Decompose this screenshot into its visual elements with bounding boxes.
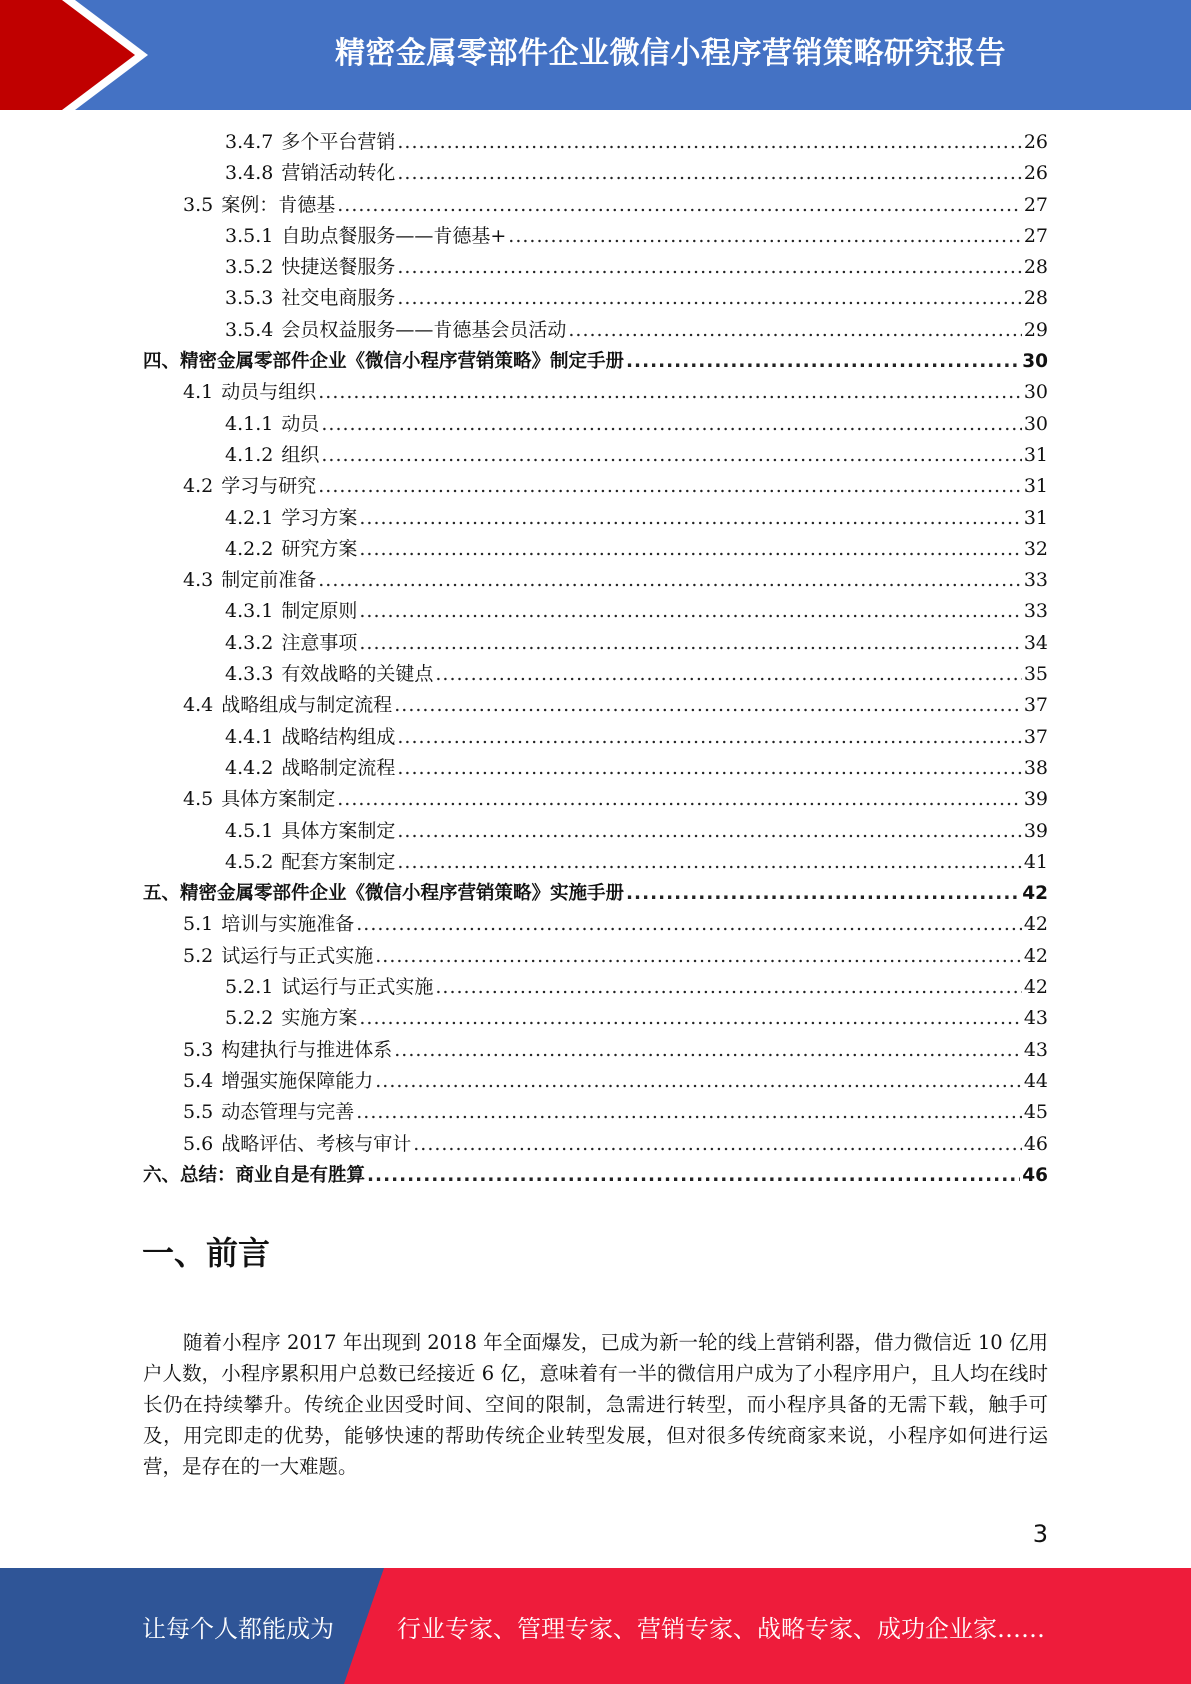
toc-entry-title: 多个平台营销 <box>281 131 396 153</box>
toc-entry-title: 试运行与正式实施 <box>281 976 434 999</box>
toc-entry-page: 34 <box>1023 631 1048 654</box>
toc-entry-title: 动员 <box>281 412 320 435</box>
toc-entry[interactable] <box>143 1003 1048 1034</box>
toc-entry-page: 41 <box>1023 850 1048 873</box>
toc-entry-number: 5.4 <box>183 1069 214 1092</box>
toc-dot-leader <box>397 127 1021 158</box>
toc-entry-page: 30 <box>1023 381 1048 404</box>
toc-entry-page: 37 <box>1023 725 1048 748</box>
toc-entry-number: 3.5.3 <box>225 287 274 310</box>
toc-entry-page: 28 <box>1023 287 1048 310</box>
toc-entry[interactable] <box>143 753 1048 784</box>
toc-entry[interactable] <box>143 972 1048 1003</box>
toc-entry-number: 5.2 <box>183 944 214 967</box>
toc-dot-leader <box>413 1129 1022 1160</box>
toc-entry-number: 5.1 <box>183 913 214 936</box>
toc-entry-title: 配套方案制定 <box>281 850 396 873</box>
toc-entry[interactable] <box>143 440 1048 471</box>
toc-entry-title: 战略评估、考核与审计 <box>221 1132 412 1155</box>
toc-dot-leader <box>359 628 1021 659</box>
toc-entry-title: 具体方案制定 <box>221 788 336 811</box>
toc-entry[interactable] <box>143 596 1048 627</box>
toc-entry-page: 38 <box>1023 756 1048 779</box>
toc-entry-title: 试运行与正式实施 <box>221 944 374 967</box>
toc-dot-leader <box>318 377 1022 408</box>
toc-entry-number: 4.1.1 <box>225 412 274 435</box>
toc-dot-leader <box>367 1160 1020 1191</box>
toc-entry-number: 4.4 <box>183 694 214 717</box>
toc-entry-page: 31 <box>1023 506 1048 529</box>
toc-entry-number: 4.1.2 <box>225 443 274 466</box>
toc-entry[interactable] <box>143 158 1048 189</box>
toc-dot-leader <box>321 440 1021 471</box>
toc-entry-number: 5.2.2 <box>225 1007 274 1030</box>
toc-entry-title: 动态管理与完善 <box>221 1101 355 1124</box>
toc-entry[interactable] <box>143 221 1048 252</box>
toc-entry[interactable] <box>143 409 1048 440</box>
toc-entry-page: 44 <box>1023 1069 1048 1092</box>
toc-entry-number: 4.3.2 <box>225 631 274 654</box>
toc-entry[interactable] <box>143 565 1048 596</box>
toc-entry-page: 43 <box>1023 1038 1048 1061</box>
toc-entry[interactable] <box>143 1097 1048 1128</box>
toc-entry-title: 社交电商服务 <box>281 287 396 310</box>
toc-dot-leader <box>397 283 1021 314</box>
toc-entry-number: 4.2.2 <box>225 537 274 560</box>
toc-entry[interactable] <box>143 1160 1048 1191</box>
toc-entry-title: 研究方案 <box>281 537 358 560</box>
toc-entry-title: 制定原则 <box>281 600 358 623</box>
toc-dot-leader <box>435 972 1021 1003</box>
toc-entry-title: 有效战略的关键点 <box>281 663 434 686</box>
page-number: 3 <box>1032 1520 1048 1548</box>
toc-entry-number: 4.4.2 <box>225 756 274 779</box>
toc-entry-page: 42 <box>1023 976 1048 999</box>
toc-entry-page: 42 <box>1023 913 1048 936</box>
section-heading: 一、前言 <box>142 1234 271 1272</box>
toc-dot-leader <box>337 190 1022 221</box>
toc-entry[interactable] <box>143 784 1048 815</box>
toc-entry-title: 案例：肯德基 <box>221 193 336 216</box>
intro-paragraph: 随着小程序 2017 年出现到 2018 年全面爆发，已成为新一轮的线上营销利器，借力微信近 10 亿用户人数，小程序累积用户总数已经接近 6 亿，意味着有一半的微信用户成为了小程序用户，且人均在线时长仍在持续攀升。传统企业因受时间、空间的限制，急需进行转型，而小程序具备的无需下载，触手可及，用完即走的优势，能够快速的帮助传统企业转型发展，但对很多传统商家来说，小程序如何进行运营，是存在的一大难题。 <box>143 1331 1048 1478</box>
toc-entry-title: 培训与实施准备 <box>221 913 355 936</box>
toc-entry[interactable] <box>143 659 1048 690</box>
toc-entry-title: 战略结构组成 <box>281 725 396 748</box>
toc-entry-title: 学习与研究 <box>221 475 317 498</box>
toc-entry-number: 3.5.2 <box>225 256 274 279</box>
toc-entry-number: 4.3.3 <box>225 663 274 686</box>
toc-dot-leader <box>359 1003 1021 1034</box>
toc-dot-leader <box>397 158 1021 189</box>
toc-entry-page: 39 <box>1023 788 1048 811</box>
toc-entry-title: 实施方案 <box>281 1007 358 1030</box>
toc-entry[interactable] <box>143 503 1048 534</box>
toc-entry-page: 28 <box>1023 256 1048 279</box>
toc-entry-title: 注意事项 <box>281 631 358 654</box>
toc-entry[interactable] <box>143 315 1048 346</box>
toc-dot-leader <box>394 690 1022 721</box>
toc-entry[interactable] <box>143 127 1048 158</box>
toc-dot-leader <box>321 409 1021 440</box>
toc-entry-title: 制定前准备 <box>221 569 317 592</box>
toc-entry-page: 33 <box>1023 569 1048 592</box>
toc-entry-number: 3.5.1 <box>225 224 274 247</box>
toc-dot-leader <box>626 878 1020 909</box>
toc-dot-leader <box>397 847 1021 878</box>
toc-entry-number: 5.3 <box>183 1038 214 1061</box>
toc-entry-page: 45 <box>1023 1101 1048 1124</box>
toc-entry-page: 42 <box>1023 944 1048 967</box>
toc-dot-leader <box>568 315 1021 346</box>
footer-slogan-left: 让每个人都能成为 <box>142 1614 334 1643</box>
toc-entry-page: 37 <box>1023 694 1048 717</box>
toc-entry-page: 27 <box>1023 224 1048 247</box>
toc-entry-title: 会员权益服务——肯德基会员活动 <box>281 318 567 341</box>
toc-entry-title: 快捷送餐服务 <box>281 256 396 279</box>
toc-entry[interactable] <box>143 1035 1048 1066</box>
toc-entry-page: 35 <box>1023 663 1048 686</box>
toc-dot-leader <box>359 503 1021 534</box>
toc-entry-title: 组织 <box>281 443 320 466</box>
toc-entry[interactable] <box>143 1129 1048 1160</box>
toc-entry-page: 29 <box>1023 318 1048 341</box>
toc-entry-number: 3.4.7 <box>225 131 274 153</box>
toc-entry[interactable] <box>143 190 1048 221</box>
toc-entry-number: 4.1 <box>183 381 214 404</box>
toc-entry-title: 五、精密金属零部件企业《微信小程序营销策略》实施手册 <box>143 883 625 905</box>
toc-dot-leader <box>397 252 1021 283</box>
toc-dot-leader <box>318 565 1022 596</box>
toc-entry[interactable] <box>143 909 1048 940</box>
toc-entry-page: 39 <box>1023 819 1048 842</box>
toc-entry-title: 学习方案 <box>281 506 358 529</box>
toc-entry[interactable] <box>143 534 1048 565</box>
toc-dot-leader <box>626 346 1020 377</box>
toc-entry-title: 六、总结：商业自是有胜算 <box>143 1164 366 1186</box>
toc-dot-leader <box>318 471 1022 502</box>
toc-entry-page: 31 <box>1023 475 1048 498</box>
toc-entry[interactable] <box>143 283 1048 314</box>
toc-dot-leader <box>356 1097 1022 1128</box>
page-footer <box>0 1568 1191 1684</box>
toc-entry-number: 4.2.1 <box>225 506 274 529</box>
toc-entry[interactable] <box>143 941 1048 972</box>
toc-entry-page: 30 <box>1022 351 1048 373</box>
toc-entry-title: 战略制定流程 <box>281 756 396 779</box>
toc-entry-title: 四、精密金属零部件企业《微信小程序营销策略》制定手册 <box>143 351 625 373</box>
toc-dot-leader <box>435 659 1021 690</box>
toc-entry-page: 33 <box>1023 600 1048 623</box>
toc-entry-page: 30 <box>1023 412 1048 435</box>
toc-entry[interactable] <box>143 346 1048 377</box>
toc-entry[interactable] <box>143 471 1048 502</box>
toc-entry-page: 32 <box>1023 537 1048 560</box>
toc-dot-leader <box>337 784 1022 815</box>
toc-entry-number: 4.2 <box>183 475 214 498</box>
toc-dot-leader <box>397 816 1021 847</box>
toc-dot-leader <box>397 722 1021 753</box>
toc-entry-number: 4.4.1 <box>225 725 274 748</box>
toc-entry-page: 27 <box>1023 193 1048 216</box>
toc-entry-number: 4.5 <box>183 788 214 811</box>
toc-entry-page: 26 <box>1023 162 1048 185</box>
toc-dot-leader <box>508 221 1022 252</box>
toc-entry-number: 3.5 <box>183 193 214 216</box>
toc-entry[interactable] <box>143 1066 1048 1097</box>
toc-entry-number: 5.6 <box>183 1132 214 1155</box>
footer-slogan-right: 行业专家、管理专家、营销专家、战略专家、成功企业家…… <box>397 1614 1045 1643</box>
toc-dot-leader <box>394 1035 1022 1066</box>
toc-entry-page: 31 <box>1023 443 1048 466</box>
toc-entry[interactable] <box>143 878 1048 909</box>
toc-entry-title: 战略组成与制定流程 <box>221 694 393 717</box>
toc-entry-title: 构建执行与推进体系 <box>221 1038 393 1061</box>
toc-entry-number: 4.3.1 <box>225 600 274 623</box>
page-header <box>0 0 1191 110</box>
toc-entry-page: 46 <box>1023 1132 1048 1155</box>
toc-entry-page: 46 <box>1022 1164 1048 1186</box>
toc-entry-title: 动员与组织 <box>221 381 317 404</box>
toc-entry-number: 4.5.1 <box>225 819 274 842</box>
toc-entry[interactable] <box>143 628 1048 659</box>
toc-entry-number: 4.5.2 <box>225 850 274 873</box>
toc-entry-page: 42 <box>1022 883 1048 905</box>
toc-entry[interactable] <box>143 690 1048 721</box>
toc-entry-title: 增强实施保障能力 <box>221 1069 374 1092</box>
toc-entry[interactable] <box>143 816 1048 847</box>
toc-dot-leader <box>359 534 1021 565</box>
toc-entry-number: 3.5.4 <box>225 318 274 341</box>
toc-entry-title: 自助点餐服务——肯德基+ <box>281 224 507 247</box>
toc-entry[interactable] <box>143 377 1048 408</box>
toc-entry[interactable] <box>143 252 1048 283</box>
toc-entry-number: 5.5 <box>183 1101 214 1124</box>
toc-dot-leader <box>356 909 1022 940</box>
toc-entry-number: 4.3 <box>183 569 214 592</box>
toc-entry-number: 5.2.1 <box>225 976 274 999</box>
table-of-contents <box>143 127 1048 1191</box>
header-title: 精密金属零部件企业微信小程序营销策略研究报告 <box>335 36 1006 71</box>
toc-entry-title: 营销活动转化 <box>281 162 396 185</box>
toc-entry-page: 43 <box>1023 1007 1048 1030</box>
toc-entry-number: 3.4.8 <box>225 162 274 185</box>
toc-entry-title: 具体方案制定 <box>281 819 396 842</box>
toc-dot-leader <box>375 941 1022 972</box>
toc-entry[interactable] <box>143 722 1048 753</box>
toc-dot-leader <box>359 596 1021 627</box>
toc-entry[interactable] <box>143 847 1048 878</box>
toc-entry-page: 26 <box>1023 131 1048 153</box>
toc-dot-leader <box>397 753 1021 784</box>
toc-dot-leader <box>375 1066 1022 1097</box>
